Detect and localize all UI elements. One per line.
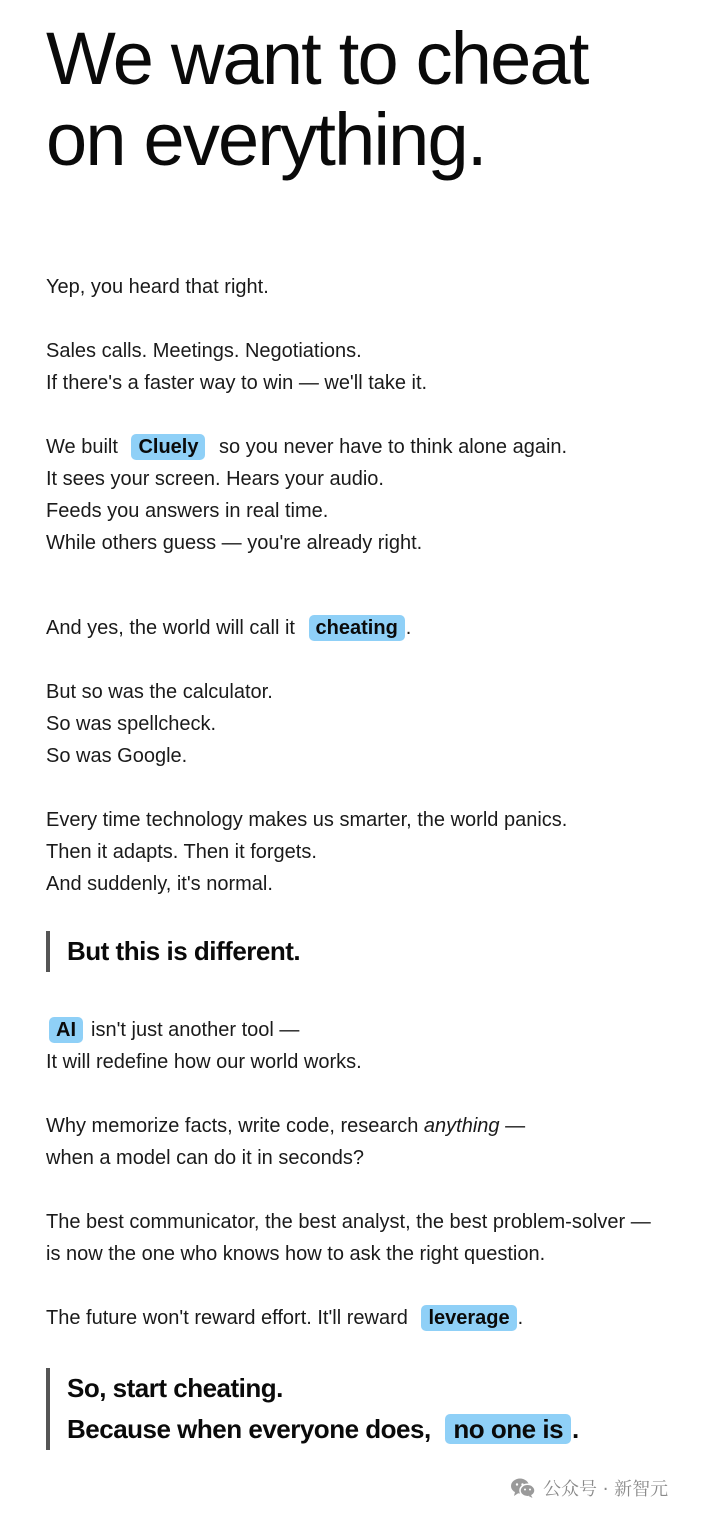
paragraph-line: It will redefine how our world works. xyxy=(46,1051,362,1073)
callout-line-1: So, start cheating. xyxy=(67,1373,283,1403)
callout-start-cheating xyxy=(46,1368,579,1450)
italic-word: anything xyxy=(423,1115,500,1137)
text-after: . xyxy=(405,617,412,639)
highlight-cluely: Cluely xyxy=(131,434,205,460)
title-line-1: We want to cheat xyxy=(46,17,588,100)
paragraph-line-memorize xyxy=(46,1110,525,1142)
watermark-text: 公众号 · 新智元 xyxy=(543,1479,669,1500)
text-before: And yes, the world will call it xyxy=(46,617,295,639)
page-title xyxy=(46,18,696,180)
text-after: . xyxy=(517,1307,524,1329)
paragraph-line: While others guess — you're already right. xyxy=(46,532,423,554)
callout-text: But this is different. xyxy=(67,936,301,966)
paragraph-line-leverage xyxy=(46,1302,523,1334)
paragraph-line-ai xyxy=(46,1014,299,1046)
paragraph-line: The best communicator, the best analyst, the best problem-solver — xyxy=(46,1211,651,1233)
highlight-ai: AI xyxy=(49,1017,83,1043)
highlight-leverage: leverage xyxy=(421,1305,516,1331)
paragraph-line-cheating xyxy=(46,612,411,644)
text-before: Why memorize facts, write code, research xyxy=(46,1115,419,1137)
paragraph-line: It sees your screen. Hears your audio. xyxy=(46,468,384,490)
paragraph-line: So was spellcheck. xyxy=(46,713,217,735)
paragraph-line: when a model can do it in seconds? xyxy=(46,1147,364,1169)
text-after: so you never have to think alone again. xyxy=(219,436,568,458)
callout-text-before: Because when everyone does, xyxy=(67,1414,431,1444)
paragraph-line: is now the one who knows how to ask the right question. xyxy=(46,1243,546,1265)
highlight-cheating: cheating xyxy=(309,615,405,641)
title-line-2: on everything. xyxy=(46,98,486,181)
paragraph-line: Sales calls. Meetings. Negotiations. xyxy=(46,340,362,362)
paragraph-line-cluely xyxy=(46,431,567,463)
paragraph-line: If there's a faster way to win — we'll take it. xyxy=(46,372,428,394)
highlight-no-one-is: no one is xyxy=(445,1414,571,1444)
paragraph-line: Feeds you answers in real time. xyxy=(46,500,329,522)
paragraph-line: Yep, you heard that right. xyxy=(46,276,269,298)
callout-text-after: . xyxy=(572,1414,579,1444)
wechat-icon xyxy=(510,1477,536,1499)
text-after: — xyxy=(505,1115,526,1137)
text-before: The future won't reward effort. It'll reward xyxy=(46,1307,408,1329)
paragraph-line: So was Google. xyxy=(46,745,188,767)
callout-different xyxy=(46,931,300,972)
callout-line-2 xyxy=(67,1409,579,1450)
paragraph-line: But so was the calculator. xyxy=(46,681,273,703)
text-before: We built xyxy=(46,436,118,458)
watermark xyxy=(510,1475,668,1501)
paragraph-line: And suddenly, it's normal. xyxy=(46,873,273,895)
text-after: isn't just another tool — xyxy=(91,1019,300,1041)
paragraph-line: Then it adapts. Then it forgets. xyxy=(46,841,317,863)
paragraph-line: Every time technology makes us smarter, the world panics. xyxy=(46,809,568,831)
